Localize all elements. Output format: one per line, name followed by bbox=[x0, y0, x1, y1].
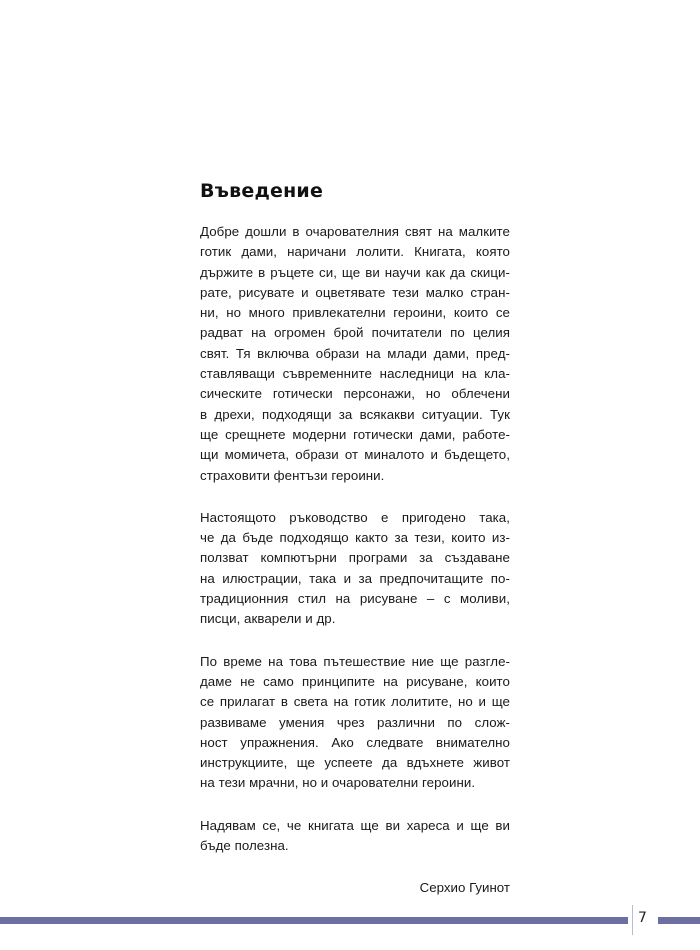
text-line: страховити фентъзи героини. bbox=[200, 467, 385, 483]
author-signature: Серхио Гуинот bbox=[419, 880, 510, 896]
text-line: щи момичета, образи от миналото и бъдещето, bbox=[200, 447, 510, 463]
paragraph-4 bbox=[200, 816, 510, 857]
text-line: рате, рисувате и оцветявате тези малко стран- bbox=[200, 284, 510, 300]
text-line: ще срещнете модерни готически дами, работе- bbox=[200, 426, 510, 442]
paragraph-3 bbox=[200, 652, 510, 794]
text-line: инструкциите, ще успеете да вдъхнете живот bbox=[200, 755, 510, 771]
text-line: в дрехи, подходящи за всякакви ситуации. Тук bbox=[200, 406, 510, 422]
text-line: се прилагат в света на готик лолитите, но и ще bbox=[200, 694, 510, 710]
page-title: Въведение bbox=[200, 180, 324, 202]
text-line: традиционния стил на рисуване – с моливи, bbox=[200, 591, 510, 607]
text-line: готик дами, наричани лолити. Книгата, която bbox=[200, 244, 510, 260]
text-line: ни, но много привлекателни героини, които се bbox=[200, 305, 510, 321]
text-line: Добре дошли в очарователния свят на малките bbox=[200, 224, 510, 239]
text-line: на илюстрации, така и за предпочитащите по- bbox=[200, 570, 510, 586]
text-line: ност упражнения. Ако следвате внимателно bbox=[200, 734, 510, 750]
text-line: ставляващи съвременните наследници на кла- bbox=[200, 366, 510, 382]
paragraph-1 bbox=[200, 222, 510, 486]
footer-divider bbox=[632, 905, 633, 935]
paragraph-2 bbox=[200, 508, 510, 630]
text-line: че да бъде подходящо както за тези, които из- bbox=[200, 530, 510, 546]
text-line: По време на това пътешествие ние ще разгле- bbox=[200, 653, 510, 669]
text-line: сическите готически персонажи, но облечени bbox=[200, 386, 510, 402]
text-line: Надявам се, че книгата ще ви хареса и ще ви bbox=[200, 817, 510, 833]
footer-bar bbox=[0, 917, 628, 924]
text-line: писци, акварели и др. bbox=[200, 611, 336, 627]
page-number: 7 bbox=[638, 910, 647, 926]
text-line: Настоящото ръководство е пригодено така, bbox=[200, 509, 510, 525]
text-line: държите в ръцете си, ще ви научи как да скици- bbox=[200, 264, 510, 280]
text-line: развиваме умения чрез различни по слож- bbox=[200, 714, 510, 730]
text-line: на тези мрачни, но и очарователни героини. bbox=[200, 775, 476, 791]
text-line: даме не само принципите на рисуване, които bbox=[200, 673, 510, 689]
text-line: ползват компютърни програми за създаване bbox=[200, 550, 510, 566]
introduction-section bbox=[200, 180, 510, 898]
footer-bar-end bbox=[658, 917, 700, 924]
text-line: свят. Тя включва образи на млади дами, пред- bbox=[200, 345, 510, 361]
text-line: радват на огромен брой почитатели по целия bbox=[200, 325, 510, 341]
text-line: бъде полезна. bbox=[200, 838, 289, 854]
